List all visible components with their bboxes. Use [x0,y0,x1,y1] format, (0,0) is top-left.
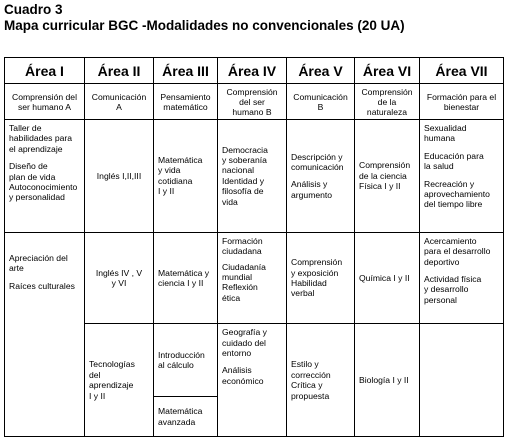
subject: Apreciación del arte [9,252,68,274]
cell-area-2: Tecnologías del aprendizaje I y II [85,324,154,437]
area-subtitle: Comunicación A [85,84,154,120]
subject: Acercamiento para el desarrollo deportivo [424,235,491,267]
cell-area-4: Democracia y soberanía nacional Identidad y filosofía de vida [218,119,287,232]
subject: Ciudadanía mundial Reflexión ética [222,261,266,303]
area-header-row [5,58,504,84]
curricular-map-table [4,57,504,437]
subject: Recreación y aprovechamiento del tiempo libre [424,178,490,210]
area-header: Área V [287,58,355,84]
cell-area-4 [218,232,287,323]
subject: Sexualidad humana [424,122,467,144]
area-header: Área I [5,58,85,84]
cell-area-5: Comprensión y exposición Habilidad verbal [287,232,355,323]
cell-area-3: Matemática avanzada [154,397,218,437]
subject: Taller de habilidades para el aprendizaje [9,122,73,154]
caption-title: Mapa curricular BGC -Modalidades no convencionales (20 UA) [4,18,405,33]
subject: Diseño de plan de vida Autoconocimiento y personalidad [9,161,78,203]
cell-area-6: Comprensión de la ciencia Física I y II [355,119,420,232]
area-subtitle: Pensamiento matemático [154,84,218,120]
cell-area-1 [5,119,85,232]
area-header: Área VI [355,58,420,84]
cell-area-3: Matemática y ciencia I y II [154,232,218,323]
area-subtitle: Formación para el bienestar [420,84,504,120]
subject: Educación para la salud [424,150,484,172]
cell-area-5: Estilo y corrección Crítica y propuesta [287,324,355,437]
area-header: Área VII [420,58,504,84]
cell-area-2: Inglés I,II,III [85,119,154,232]
subject: Descripción y comunicación [291,151,344,172]
cell-area-2: Inglés IV , V y VI [85,232,154,323]
cell-area-4 [218,324,287,437]
cell-area-5 [287,119,355,232]
table-row [5,232,504,323]
cell-area-3: Matemática y vida cotidiana I y II [154,119,218,232]
caption-label: Cuadro 3 [4,2,63,17]
area-subtitle: Comunicación B [287,84,355,120]
cell-area-7 [420,119,504,232]
cell-area-1 [5,232,85,436]
table-caption [4,2,504,34]
area-header: Área III [154,58,218,84]
area-subtitle: Comprensión del ser humano B [218,84,287,120]
subject: Actividad física y desarrollo personal [424,273,482,305]
subject: Análisis y argumento [291,179,333,200]
cell-area-7 [420,232,504,323]
subject: Formación ciudadana [222,235,263,257]
subject: Raíces culturales [9,280,75,291]
area-header: Área IV [218,58,287,84]
cell-area-3: Introducción al cálculo [154,324,218,397]
area-subtitle: Comprensión del ser humano A [5,84,85,120]
area-header: Área II [85,58,154,84]
table-row [5,119,504,232]
subject: Análisis económico [222,365,264,386]
subject: Geografía y cuidado del entorno [222,327,267,358]
cell-area-6: Biología I y II [355,324,420,437]
area-subtitle: Comprensión de la naturaleza [355,84,420,120]
cell-area-7-empty [420,324,504,437]
cell-area-6: Química I y II [355,232,420,323]
area-subtitle-row [5,84,504,120]
